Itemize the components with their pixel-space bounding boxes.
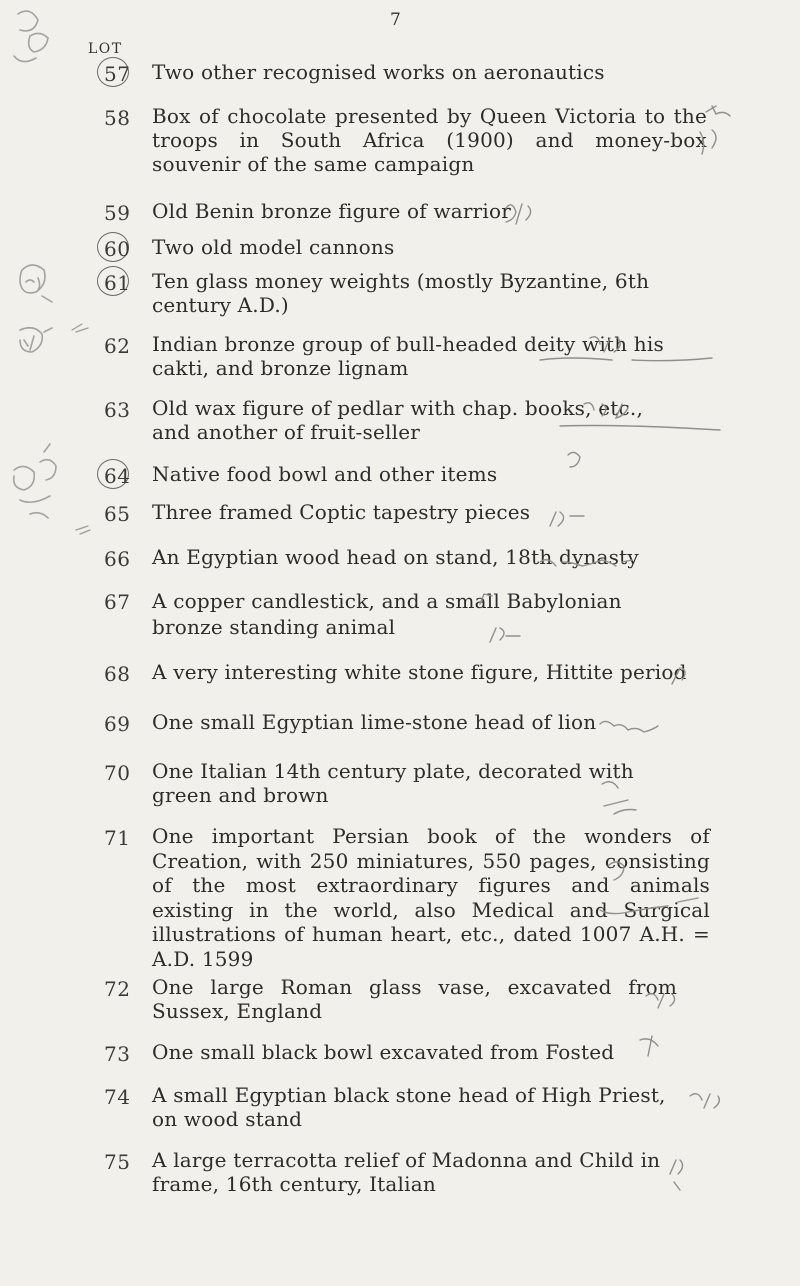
- lot-number: 70: [104, 761, 131, 785]
- lot-description: Three framed Coptic tapestry pieces: [152, 500, 531, 524]
- lot-description: Ten glass money weights (mostly Byzantine, 6th century A.D.): [152, 269, 650, 317]
- lot-number: 72: [104, 977, 131, 1001]
- lot-description: One small Egyptian lime-stone head of lion: [152, 710, 597, 734]
- lot-number: 57: [104, 62, 131, 86]
- lot-description: One large Roman glass vase, excavated from Sussex, England: [152, 975, 677, 1023]
- lot-number: 64: [104, 464, 131, 488]
- lot-description: An Egyptian wood head on stand, 18th dynasty: [152, 545, 639, 569]
- lot-description: Old Benin bronze figure of warrior: [152, 199, 512, 223]
- lot-number: 58: [104, 106, 131, 130]
- lot-number: 68: [104, 662, 131, 686]
- lot-description: A small Egyptian black stone head of High Priest, on wood stand: [152, 1083, 666, 1131]
- lot-description: Two other recognised works on aeronautics: [152, 60, 605, 84]
- lot-number: 60: [104, 237, 131, 261]
- lot-description: Box of chocolate presented by Queen Victoria to the troops in South Africa (1900) and money-box souvenir of the same campaign: [152, 104, 707, 176]
- lot-number: 74: [104, 1085, 131, 1109]
- lot-number: 62: [104, 334, 131, 358]
- lot-number: 71: [104, 826, 131, 850]
- lot-number: 73: [104, 1042, 131, 1066]
- lot-column-header: LOT: [88, 41, 123, 57]
- lot-description: Native food bowl and other items: [152, 462, 498, 486]
- lot-number: 63: [104, 398, 131, 422]
- lot-description: Old wax figure of pedlar with chap. books, etc., and another of fruit-seller: [152, 396, 644, 444]
- lot-description: Two old model cannons: [152, 235, 395, 259]
- lot-number: 61: [104, 271, 131, 295]
- page-number: 7: [390, 10, 401, 30]
- lot-number: 65: [104, 502, 131, 526]
- lot-description: One Italian 14th century plate, decorated with green and brown: [152, 759, 634, 807]
- lot-description: One important Persian book of the wonders of Creation, with 250 miniatures, 550 pages, consisting of the most extraordinary figures and animals existing in the world, also Medical and Surgical illustrations of human heart, etc., dated 1007 A.H. = A.D. 1599: [152, 824, 710, 971]
- lot-number: 75: [104, 1150, 131, 1174]
- lot-description: One small black bowl excavated from Fosted: [152, 1040, 615, 1064]
- lot-description: Indian bronze group of bull-headed deity with his cakti, and bronze lignam: [152, 332, 664, 380]
- lot-number: 59: [104, 201, 131, 225]
- lot-description: A very interesting white stone figure, Hittite period: [152, 660, 687, 684]
- lot-description: A copper candlestick, and a small Babylonian bronze standing animal: [152, 589, 622, 639]
- lot-number: 67: [104, 590, 131, 614]
- lot-number: 66: [104, 547, 131, 571]
- lot-description: A large terracotta relief of Madonna and Child in frame, 16th century, Italian: [152, 1148, 661, 1196]
- lot-number: 69: [104, 712, 131, 736]
